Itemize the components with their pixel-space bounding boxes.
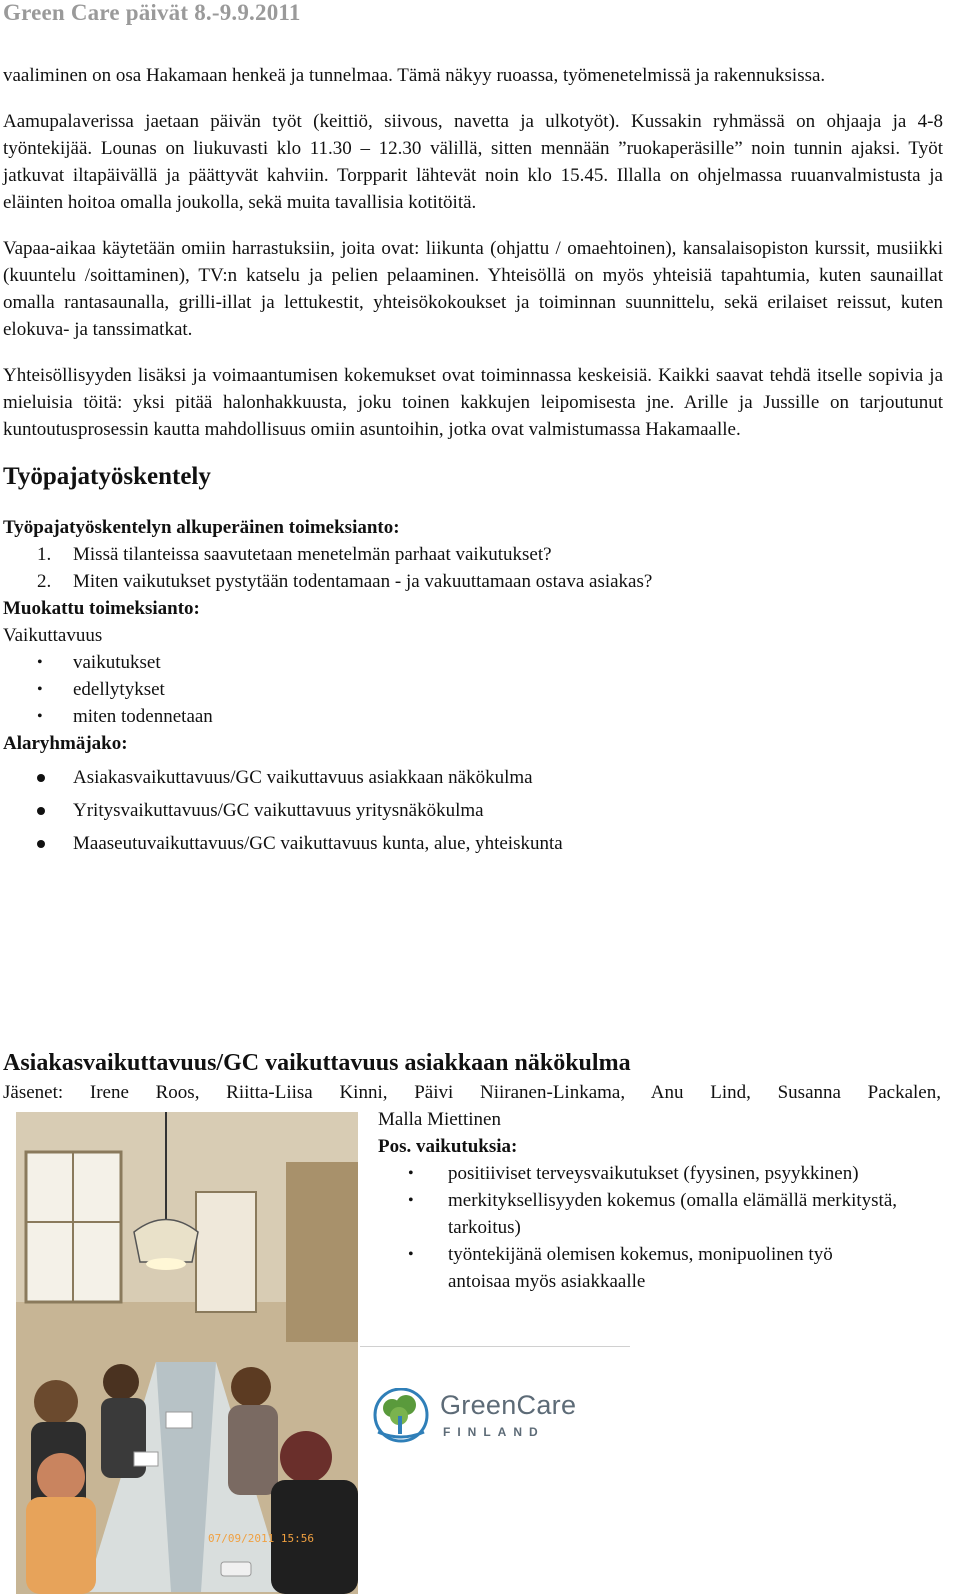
bullet-icon: • — [37, 681, 43, 698]
list-item: • merkityksellisyyden kokemus (omalla elämällä merkitystä, tarkoitus) — [378, 1187, 898, 1241]
tree-icon — [368, 1388, 434, 1444]
bullet-icon — [37, 807, 45, 815]
bullet-icon: • — [37, 654, 43, 671]
positive-effects-list — [378, 1160, 898, 1295]
members-continuation: Malla Miettinen — [378, 1109, 501, 1130]
modified-assignment-subject: Vaikuttavuus — [3, 625, 103, 646]
list-item: • edellytykset — [3, 676, 943, 703]
list-item: • työntekijänä olemisen kokemus, monipuolinen työ antoisaa myös asiakkaalle — [378, 1241, 898, 1295]
document-header: Green Care päivät 8.-9.9.2011 — [3, 0, 301, 25]
bullet-icon — [37, 840, 45, 848]
logo-subtitle: FINLAND — [443, 1425, 545, 1439]
greencare-logo — [368, 1388, 588, 1444]
bullet-icon: • — [408, 1246, 414, 1263]
bullet-icon: • — [408, 1192, 414, 1209]
workshop-group-photo — [16, 1112, 358, 1594]
logo-name: GreenCare — [440, 1390, 577, 1420]
list-item: 2. Miten vaikutukset pystytään todentamaan - ja vakuuttamaan ostava asiakas? — [37, 571, 653, 592]
workshop-heading: Työpajatyöskentely — [3, 463, 211, 490]
list-item: • miten todennetaan — [3, 703, 943, 730]
original-assignment-title: Työpajatyöskentelyn alkuperäinen toimeksianto: — [3, 517, 400, 538]
modified-assignment-title: Muokattu toimeksianto: — [3, 598, 200, 619]
list-item: Maaseutuvaikuttavuus/GC vaikuttavuus kunta, alue, yhteiskunta — [3, 827, 943, 860]
list-item: • vaikutukset — [3, 649, 943, 676]
members-line: Jäsenet: Irene Roos, Riitta-Liisa Kinni, Päivi Niiranen-Linkama, Anu Lind, Susanna Packalen, — [3, 1082, 941, 1103]
subgroups-title: Alaryhmäjako: — [3, 733, 128, 754]
list-item: 1. Missä tilanteissa saavutetaan menetelmän parhaat vaikutukset? — [37, 544, 552, 565]
bullet-icon: • — [408, 1165, 414, 1182]
paragraph-community: Yhteisöllisyyden lisäksi ja voimaantumisen kokemukset ovat toiminnassa keskeisiä. Kaikki saavat tehdä itselle sopivia ja mieluisia töitä: yksi pitää halonhakkuusta, joku toinen kakkujen leipomisesta jne. Arille ja Jussille on tarjoutunut kuntoutusprosessin kautta mahdollisuus omiin asuntoihin, jotka ovat valmistumassa Hakamaalle. — [3, 365, 943, 440]
subgroups-list — [3, 761, 943, 860]
paragraph-daily-work: Aamupalaverissa jaetaan päivän työt (keittiö, siivous, navetta ja ulkotyöt). Kussakin ryhmässä on ohjaaja ja 4-8 työntekijää. Lounas on liukuvasti klo 11.30 – 12.30 välillä, sitten mennään ”ruokaperäsille” noin tunnin ajaksi. Työt jatkuvat iltapäivällä ja päättyvät kahviin. Torpparit lähtevät noin klo 15.45. Illalla on ohjelmassa ruuanvalmistusta ja eläinten hoitoa omalla joukolla, sekä muita tavallisia kotitöitä. — [3, 111, 943, 213]
divider — [360, 1346, 630, 1347]
list-item: Asiakasvaikuttavuus/GC vaikuttavuus asiakkaan näkökulma — [3, 761, 943, 794]
positive-effects-title: Pos. vaikutuksia: — [378, 1136, 518, 1157]
original-assignment-list — [3, 541, 943, 595]
bullet-icon — [37, 774, 45, 782]
photo-timestamp: 07/09/2011 15:56 — [208, 1532, 314, 1545]
list-item: Yritysvaikuttavuus/GC vaikuttavuus yritysnäkökulma — [3, 794, 943, 827]
customer-impact-heading: Asiakasvaikuttavuus/GC vaikuttavuus asiakkaan näkökulma — [3, 1050, 631, 1076]
document-body — [3, 62, 943, 860]
paragraph-free-time: Vapaa-aikaa käytetään omiin harrastuksiin, joita ovat: liikunta (ohjattu / omaehtoinen), kansalaisopiston kurssit, musiikki (kuuntelu /soittaminen), TV:n katselu ja pelien pelaaminen. Yhteisöllä on myös yhteisiä tapahtumia, kuten saunaillat omalla rantasaunalla, grilli-illat ja lettukestit, yhteisökokoukset ja toiminnan suunnittelu, sekä erilaiset reissut, kuten elokuva- ja tanssimatkat. — [3, 238, 943, 340]
list-item: • positiiviset terveysvaikutukset (fyysinen, psyykkinen) — [378, 1160, 898, 1187]
bullet-icon: • — [37, 708, 43, 725]
paragraph-hakamaa-spirit: vaaliminen on osa Hakamaan henkeä ja tunnelmaa. Tämä näkyy ruoassa, työmenetelmissä ja rakennuksissa. — [3, 65, 826, 86]
modified-assignment-list — [3, 649, 943, 730]
photo-illustration — [16, 1112, 358, 1594]
